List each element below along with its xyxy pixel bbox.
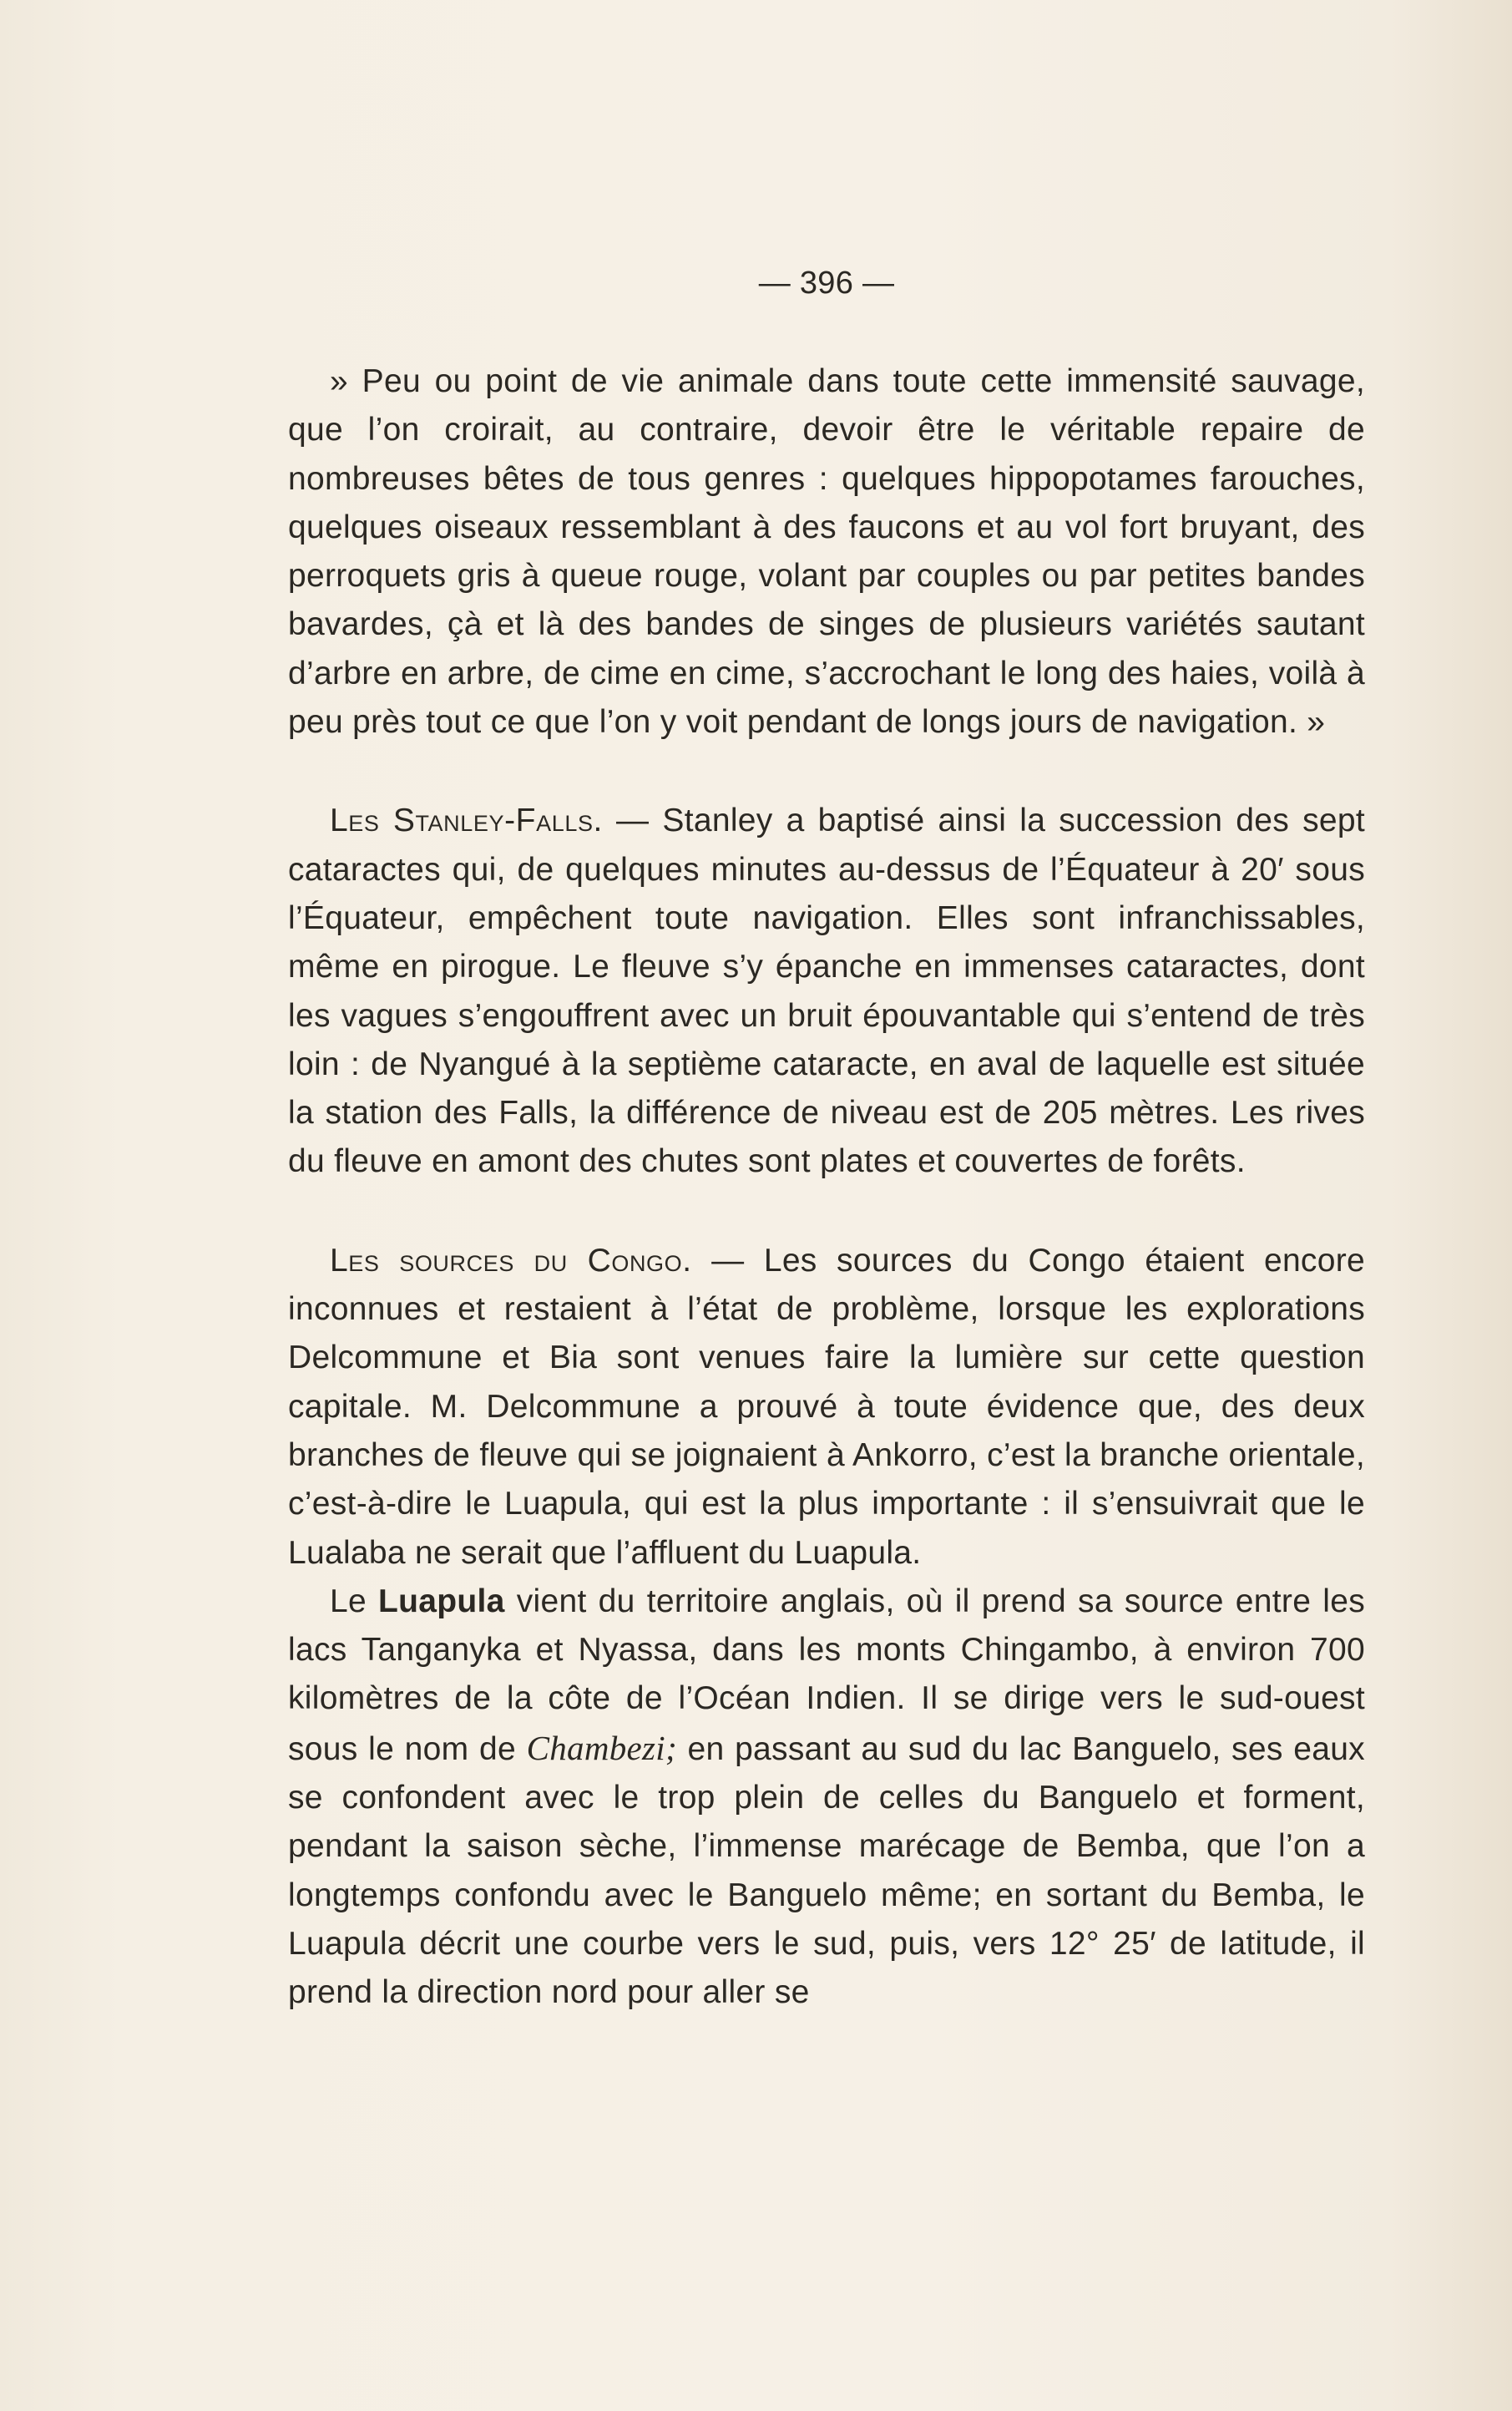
- luapula-name: Luapula: [378, 1583, 505, 1619]
- luapula-text-after: en passant au sud du lac Banguelo, ses eaux se confondent avec le trop plein de celles du Banguelo et forment, pendant la saison sèche, l’immense marécage de Bemba, que l’on a longtemps confondu avec le Banguelo même; en sortant du Bemba, le Luapula décrit une courbe vers le sud, puis, vers 12° 25′ de latitude, il prend la direction nord pour aller se: [288, 1730, 1365, 2011]
- stanley-falls-dash: —: [603, 803, 663, 839]
- luapula-text-before: vient du territoire anglais, où il prend sa source entre les lacs Tanganyka et Nyassa, dans les monts Chingambo, à environ 700 kilomètres de la côte de l’Océan Indien. Il se dirige vers le sud-ouest sous le nom de: [288, 1583, 1365, 1767]
- sources-paragraph: [288, 1237, 1365, 1578]
- sources-heading: Les sources du Congo.: [330, 1242, 692, 1279]
- stanley-falls-text: Stanley a baptisé ainsi la succession des sept cataractes qui, de quelques minutes au-dessus de l’Équateur à 20′ sous l’Équateur, empêchent toute navigation. Elles sont infranchissables, même en pirogue. Le fleuve s’y épanche en immenses cataractes, dont les vagues s’engouffrent avec un bruit épouvantable qui s’entend de très loin : de Nyangué à la septième cataracte, en aval de laquelle est située la station des Falls, la différence de niveau est de 205 mètres. Les rives du fleuve en amont des chutes sont plates et couvertes de forêts.: [288, 803, 1365, 1180]
- sources-text: Les sources du Congo étaient encore inconnues et restaient à l’état de problème, lorsque les explorations Delcommune et Bia sont venues faire la lumière sur cette question capitale. M. Delcommune a prouvé à toute évidence que, des deux branches de fleuve qui se joignaient à Ankorro, c’est la branche orientale, c’est-à-dire le Luapula, qui est la plus importante : il s’ensuivrait que le Lualaba ne serait que l’affluent du Luapula.: [288, 1242, 1365, 1571]
- luapula-paragraph: [288, 1578, 1365, 2018]
- quote-paragraph: » Peu ou point de vie animale dans toute cette immensité sauvage, que l’on croirait, au contraire, devoir être le véritable repaire de nombreuses bêtes de tous genres : quelques hippopotames farouches, quelques oiseaux ressemblant à des faucons et au vol fort bruyant, des perroquets gris à queue rouge, volant par couples ou par petites bandes bavardes, çà et là des bandes de singes de plusieurs variétés sautant d’arbre en arbre, de cime en cime, s’accrochant le long des haies, voilà à peu près tout ce que l’on y voit pendant de longs jours de navigation. »: [288, 363, 1365, 741]
- stanley-falls-heading: Les Stanley-Falls.: [330, 803, 603, 839]
- luapula-intro: Le: [330, 1583, 379, 1619]
- sources-dash: —: [691, 1242, 764, 1279]
- page-content: [288, 259, 1365, 2018]
- page-number: — 396 —: [758, 266, 895, 301]
- chambezi-name: Chambezi;: [526, 1728, 677, 1767]
- stanley-falls-paragraph: [288, 797, 1365, 1186]
